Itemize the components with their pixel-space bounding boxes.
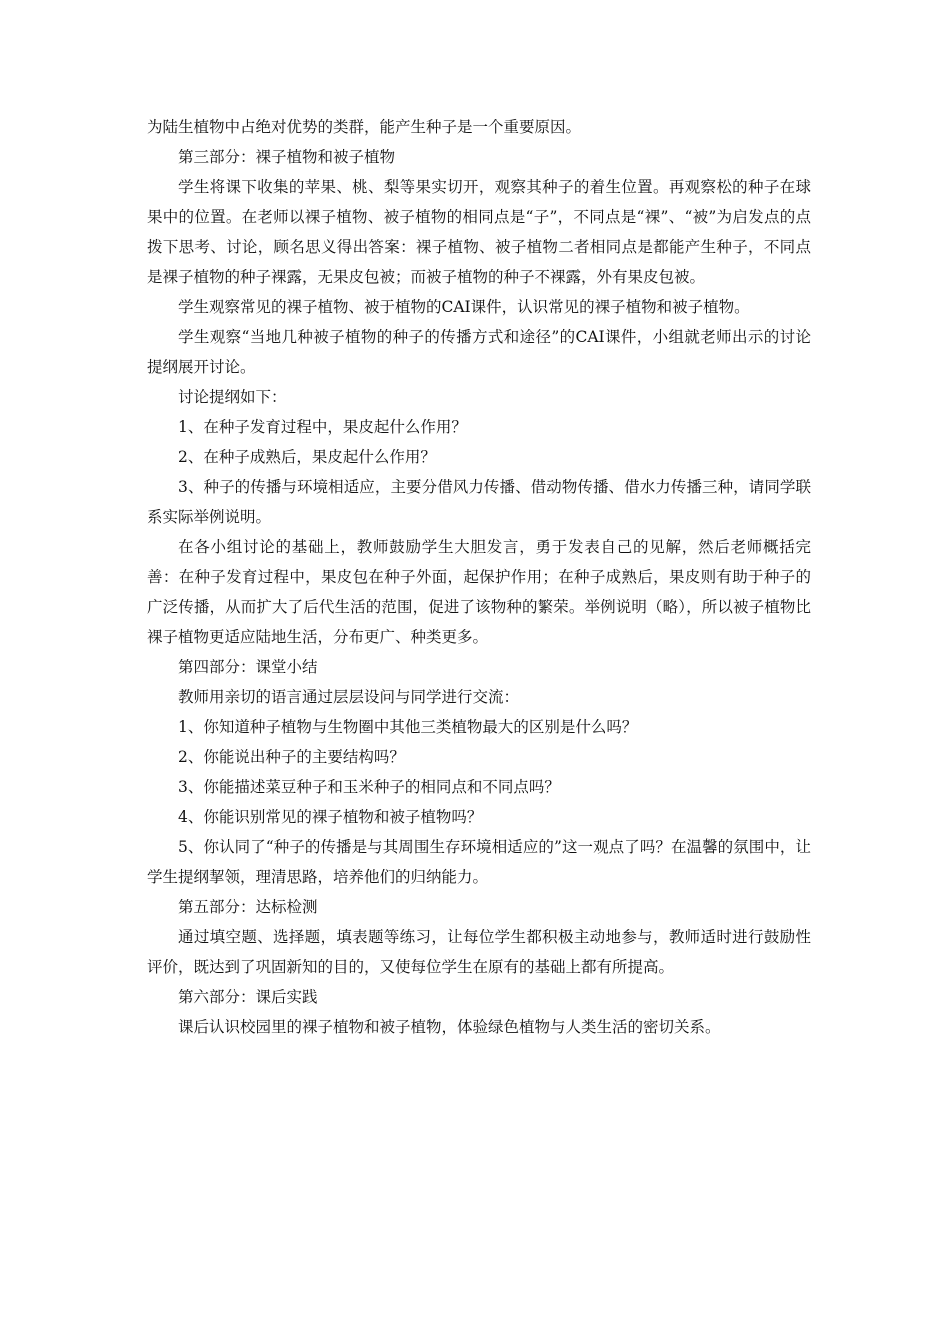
paragraph: 学生将课下收集的苹果、桃、梨等果实切开，观察其种子的着生位置。再观察松的种子在球果中的位置。在老师以裸子植物、被子植物的相同点是“子”，不同点是“裸”、“被”为启发点的点拨下思考、讨论，顾名思义得出答案：裸子植物、被子植物二者相同点是都能产生种子，不同点是裸子植物的种子裸露，无果皮包被；而被子植物的种子不裸露，外有果皮包被。 bbox=[147, 178, 811, 286]
paragraph: 课后认识校园里的裸子植物和被子植物，体验绿色植物与人类生活的密切关系。 bbox=[178, 1018, 721, 1036]
section-heading-part-4: 第四部分：课堂小结 bbox=[178, 658, 318, 676]
paragraph: 为陆生植物中占绝对优势的类群，能产生种子是一个重要原因。 bbox=[147, 118, 582, 136]
section-heading-part-5: 第五部分：达标检测 bbox=[178, 898, 318, 916]
list-item: 3、你能描述菜豆种子和玉米种子的相同点和不同点吗？ bbox=[178, 778, 560, 796]
list-item: 2、在种子成熟后，果皮起什么作用？ bbox=[178, 448, 436, 466]
document-body bbox=[147, 112, 811, 1042]
list-item: 4、你能识别常见的裸子植物和被子植物吗？ bbox=[178, 808, 483, 826]
paragraph: 学生观察“当地几种被子植物的种子的传播方式和途径”的CAI课件，小组就老师出示的讨论提纲展开讨论。 bbox=[147, 328, 811, 376]
paragraph: 学生观察常见的裸子植物、被于植物的CAI课件，认识常见的裸子植物和被子植物。 bbox=[178, 298, 750, 316]
list-item: 1、在种子发育过程中，果皮起什么作用？ bbox=[178, 418, 467, 436]
paragraph: 在各小组讨论的基础上，教师鼓励学生大胆发言，勇于发表自己的见解，然后老师概括完善：在种子发育过程中，果皮包在种子外面，起保护作用；在种子成熟后，果皮则有助于种子的广泛传播，从而扩大了后代生活的范围，促进了该物种的繁荣。举例说明（略），所以被子植物比裸子植物更适应陆地生活，分布更广、种类更多。 bbox=[147, 538, 811, 646]
section-heading-part-6: 第六部分：课后实践 bbox=[178, 988, 318, 1006]
list-item: 3、种子的传播与环境相适应，主要分借风力传播、借动物传播、借水力传播三种，请同学联系实际举例说明。 bbox=[147, 478, 811, 526]
list-item: 5、你认同了“种子的传播是与其周围生存环境相适应的”这一观点了吗？在温馨的氛围中，让学生提纲挈领，理清思路，培养他们的归纳能力。 bbox=[147, 838, 811, 886]
paragraph: 教师用亲切的语言通过层层设问与同学进行交流： bbox=[178, 688, 520, 706]
list-item: 1、你知道种子植物与生物圈中其他三类植物最大的区别是什么吗？ bbox=[178, 718, 638, 736]
section-heading-part-3: 第三部分：裸子植物和被子植物 bbox=[178, 148, 396, 166]
paragraph: 通过填空题、选择题，填表题等练习，让每位学生都积极主动地参与，教师适时进行鼓励性评价，既达到了巩固新知的目的，又使每位学生在原有的基础上都有所提高。 bbox=[147, 928, 811, 976]
list-item: 2、你能说出种子的主要结构吗？ bbox=[178, 748, 405, 766]
paragraph: 讨论提纲如下： bbox=[178, 388, 287, 406]
